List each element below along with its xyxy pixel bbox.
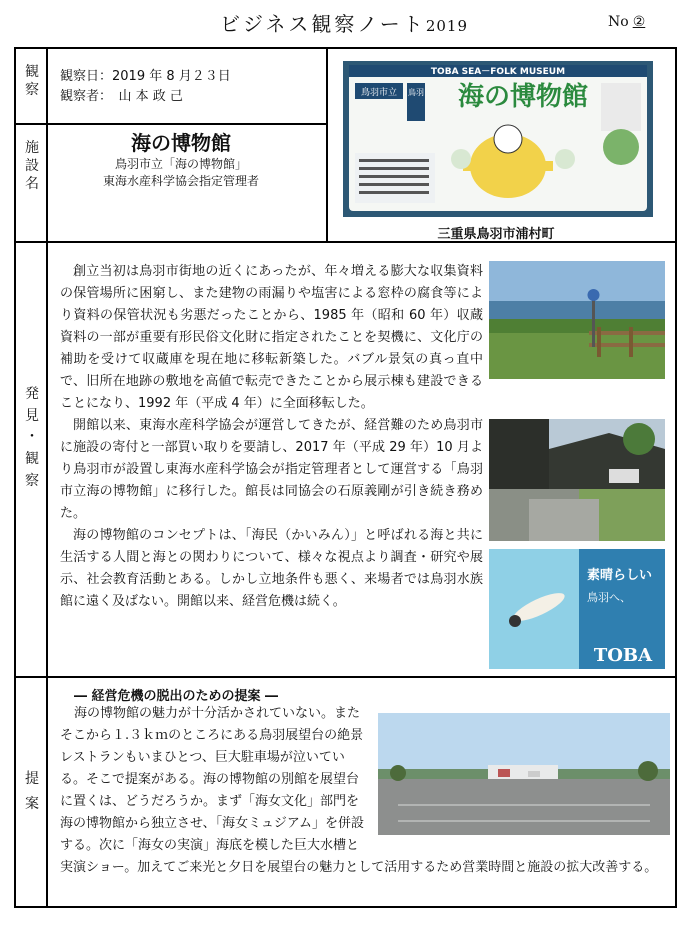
museum-sign-photo <box>343 61 653 217</box>
label-char: 施 <box>25 140 39 156</box>
museum-building-photo <box>489 419 665 541</box>
observation-info <box>60 67 231 107</box>
note-frame <box>14 47 677 908</box>
facility-name-block <box>50 127 312 190</box>
discovery-paragraph-2: 開館以来、東海水産科学協会が運営してきたが、経営難のため鳥羽市に施設の寄付と一部買い取りを要請し、2017 年（平成 29 年）10 月より鳥羽市が設置し東海水産科学協会が指定管理者として運営する「鳥羽市立海の博物館」に移行した。館長は同協会の石原義剛が引き続き務めた。 <box>60 418 483 521</box>
label-discovery <box>16 384 48 492</box>
facility-location: 三重県鳥羽市浦村町 <box>437 227 555 242</box>
poster-text-left: 素晴らしい <box>587 568 653 583</box>
proposal-text: 海の博物館の魅力が十分活かされていない。またそこから１.３ｋｍのところにある鳥羽展望台の絶景レストランもいまひとつ、巨大駐車場が泣いている。そこで提案がある。海の博物館の別館を展望台に置くは、どうだろうか。まず「海女文化」部門を海の博物館から独立させ、「海女ミュジアム」を併設する。次に「海女の実演」海底を模した巨大水槽と実演ショー。加えてご来光と夕日を展望台の魅力として活用するため営業時間と施設の拡大改善する。 <box>60 706 658 875</box>
label-char: 名 <box>25 176 39 193</box>
facility-name: 海の博物館 <box>131 131 231 155</box>
facility-subtitle-1: 鳥羽市立「海の博物館」 <box>114 157 247 171</box>
sign-big-text: 海の博物館 <box>457 82 589 112</box>
discovery-paragraph-3: 海の博物館のコンセプトは、「海民（かいみん）」と呼ばれる海と共に生活する人間と海との関わりについて、様々な視点より調査・研究や展示、社会教育活動とある。しかし立地条件も悪く、来場者では鳥羽水族館に遠く及ばない。開館以来、経営危機は続く。 <box>60 528 483 609</box>
row-divider-observation <box>16 123 326 125</box>
label-char: ・ <box>25 429 39 446</box>
parking-lot-photo <box>378 713 670 835</box>
title-text: ビジネス観察ノート <box>220 12 426 36</box>
label-char: 案 <box>25 796 39 813</box>
label-facility <box>16 139 48 194</box>
coast-graphic <box>489 261 665 379</box>
sign-banner-text: TOBA SEA－FOLK MUSEUM <box>430 67 566 77</box>
label-proposal <box>16 767 48 817</box>
page-number-label: No <box>608 14 629 30</box>
row-divider-discovery <box>16 676 675 678</box>
label-observation <box>16 63 48 99</box>
sign-tag-2: 鳥羽 <box>408 88 424 97</box>
poster-text-right: 鳥羽へ、 <box>587 591 631 604</box>
parking-lot-graphic <box>378 713 670 835</box>
coast-photo <box>489 261 665 379</box>
label-char: 察 <box>25 82 39 99</box>
header-photo-divider <box>326 49 328 241</box>
page-number <box>608 14 649 30</box>
poster-brand: TOBA <box>593 645 653 666</box>
observation-date: 観察日：2019 年 8 月２３日 <box>60 69 231 84</box>
poster-graphic <box>489 549 665 669</box>
poster-photo <box>489 549 665 669</box>
facility-subtitle-2: 東海水産科学協会指定管理者 <box>102 174 259 188</box>
page-title <box>0 8 688 37</box>
label-char: 設 <box>25 158 39 175</box>
museum-sign-graphic <box>343 61 653 217</box>
page-number-value: ② <box>632 14 646 30</box>
museum-building-graphic <box>489 419 665 541</box>
label-char: 観 <box>25 451 39 468</box>
observation-observer: 観察者： 山 本 政 己 <box>60 89 183 104</box>
discovery-paragraph-1: 創立当初は鳥羽市街地の近くにあったが、年々増える膨大な収集資料の保管場所に困窮し、また建物の雨漏りや塩害による窓枠の腐食等により資料の保管状況も劣悪だったことから、1985 年（昭和 60 年）収蔵資料の一部が重要有形民俗文化財に指定されたことを契機に、文化庁の補助を受けて収蔵庫を現在地に移転新築した。バブル景気の真っ直中で、旧所在地跡の敷地を高値で転売できたことから展示棟も建設できることになり、1992 年（平成 4 年）に全面移転した。 <box>60 264 483 411</box>
label-char: 提 <box>25 771 39 787</box>
label-char: 察 <box>25 472 39 489</box>
label-char: 発 <box>25 386 39 402</box>
discovery-text <box>60 261 665 669</box>
label-char: 観 <box>25 64 39 80</box>
sign-tag-1: 鳥羽市立 <box>360 88 398 98</box>
proposal-block <box>60 703 670 879</box>
title-year: 2019 <box>425 17 468 35</box>
label-char: 見 <box>25 407 39 424</box>
proposal-title: ― 経営危機の脱出のための提案 ― <box>74 689 279 704</box>
